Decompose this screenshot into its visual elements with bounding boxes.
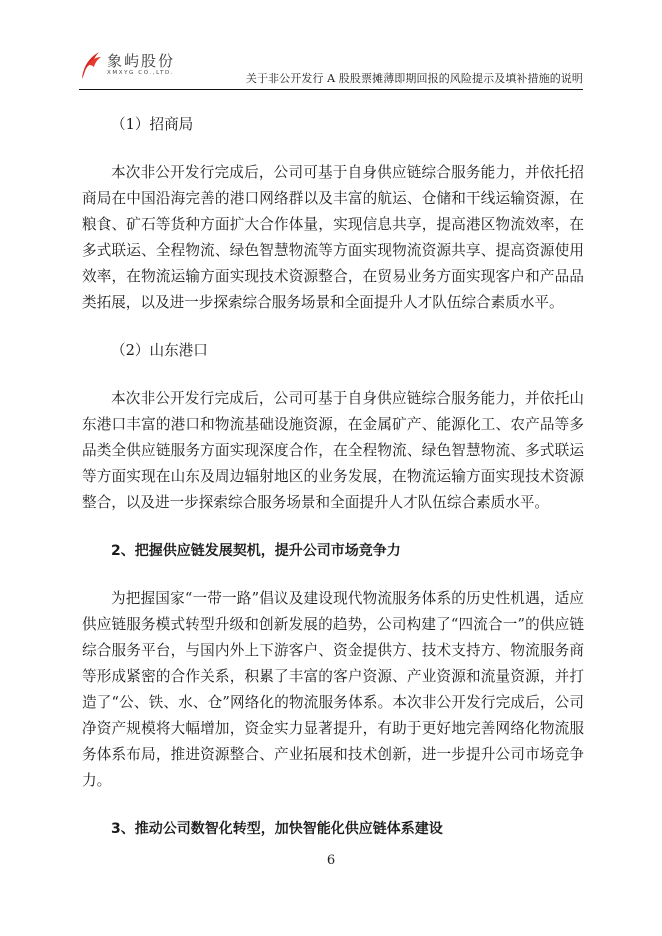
document-body xyxy=(82,112,584,864)
company-logo xyxy=(79,48,175,82)
paragraph-section-2: 为把握国家“一带一路”倡议及建设现代物流服务体系的历史性机遇，适应供应链服务模式转型升级和创新发展的趋势，公司构建了“四流合一”的供应链综合服务平台，与国内外上下游客户、资金提供方、技术支持方、物流服务商等形成紧密的合作关系，积累了丰富的客户资源、产业资源和流量资源，并打造了“公、铁、水、仓”网络化的物流服务体系。本次非公开发行完成后，公司净资产规模将大幅增加，资金实力显著提升，有助于更好地完善网络化物流服务体系布局，推进资源整合、产业拓展和技术创新，进一步提升公司市场竞争力。 xyxy=(82,590,584,789)
logo-name-cn: 象屿股份 xyxy=(107,51,176,70)
subheading-china-merchants: （1）招商局 xyxy=(111,116,194,133)
paragraph-china-merchants: 本次非公开发行完成后，公司可基于自身供应链综合服务能力，并依托招商局在中国沿海完善的港口网络群以及丰富的航运、仓储和干线运输资源，在粮食、矿石等货种方面扩大合作体量，实现信息共享，提高港区物流效率，在多式联运、全程物流、绿色智慧物流等方面实现物流资源共享、提高资源使用效率，在物流运输方面实现技术资源整合，在贸易业务方面实现客户和产品品类拓展，以及进一步探索综合服务场景和全面提升人才队伍综合素质水平。 xyxy=(82,164,584,311)
subheading-shandong-port: （2）山东港口 xyxy=(111,342,208,359)
page-header xyxy=(79,44,583,90)
section-heading-2: 2、把握供应链发展契机，提升公司市场竞争力 xyxy=(111,543,401,559)
section-heading-3: 3、推动公司数智化转型，加快智能化供应链体系建设 xyxy=(111,821,443,837)
document-title: 关于非公开发行 A 股股票摊薄即期回报的风险提示及填补措施的说明 xyxy=(245,72,583,85)
flame-sail-logo-icon xyxy=(79,49,103,81)
paragraph-shandong-port: 本次非公开发行完成后，公司可基于自身供应链综合服务能力，并依托山东港口丰富的港口和物流基础设施资源，在金属矿产、能源化工、农产品等多品类全供应链服务方面实现深度合作，在全程物流、绿色智慧物流、多式联运等方面实现在山东及周边辐射地区的业务发展，在物流运输方面实现技术资源整合，以及进一步探索综合服务场景和全面提升人才队伍综合素质水平。 xyxy=(82,390,584,511)
page-number: 6 xyxy=(326,853,336,868)
logo-name-en: XMXYG CO.,LTD. xyxy=(107,69,175,76)
